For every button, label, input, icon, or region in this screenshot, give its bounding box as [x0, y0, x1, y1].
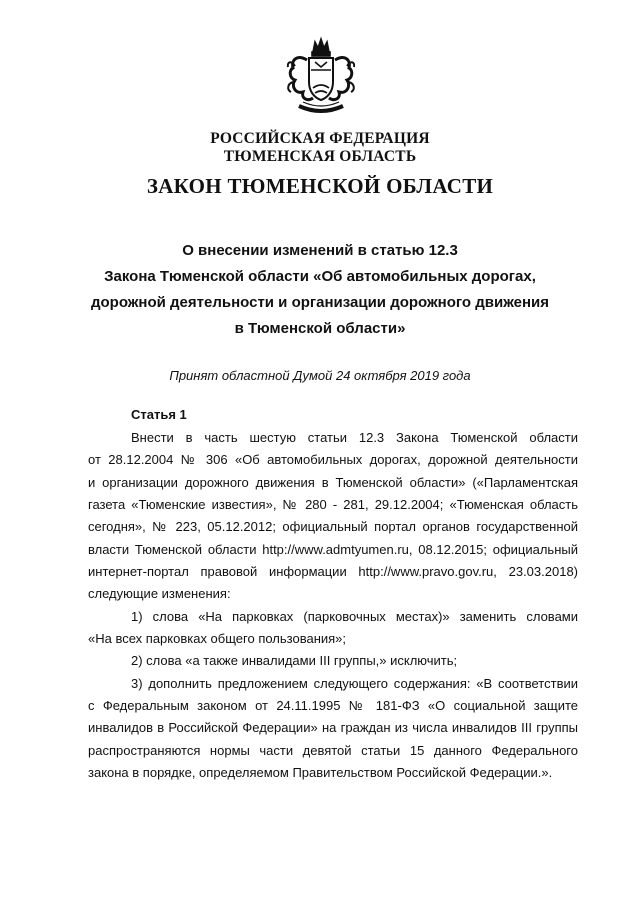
body-line: интернет-портал правовой информации http://www.pravo.gov.ru, 23.03.2018) — [88, 564, 578, 579]
body-line: власти Тюменской области http://www.admtyumen.ru, 08.12.2015; официальный — [88, 542, 578, 557]
list-item-continuation: закона в порядке, определяемом Правительством Российской Федерации.». — [88, 765, 553, 780]
law-title-line: Закона Тюменской области «Об автомобильных дорогах, — [104, 268, 536, 285]
body-line: сегодня», № 223, 05.12.2012; официальный портал органов государственной — [88, 519, 578, 534]
adoption-note: Принят областной Думой 24 октября 2019 года — [169, 368, 471, 383]
list-item: 1) слова «На парковках (парковочных местах)» заменить словами — [131, 609, 578, 624]
law-title — [0, 238, 640, 342]
list-item-continuation: инвалидов в Российской Федерации» на граждан из числа инвалидов III группы — [88, 720, 578, 735]
list-item: 2) слова «а также инвалидами III группы,» исключить; — [131, 653, 458, 668]
law-title-line: в Тюменской области» — [234, 320, 406, 337]
body-line: газета «Тюменские известия», № 280 - 281, 29.12.2004; «Тюменская область — [88, 497, 578, 512]
body-line: от 28.12.2004 № 306 «Об автомобильных дорогах, дорожной деятельности — [88, 452, 578, 467]
list-item-continuation: «На всех парковках общего пользования»; — [88, 631, 347, 646]
body-line: следующие изменения: — [88, 586, 231, 601]
coat-of-arms-icon — [285, 36, 357, 126]
article-heading: Статья 1 — [131, 407, 187, 422]
list-item-continuation: с Федеральным законом от 24.11.1995 № 181-ФЗ «О социальной защите — [88, 698, 578, 713]
country-heading: РОССИЙСКАЯ ФЕДЕРАЦИЯ — [210, 130, 430, 147]
law-title-line: дорожной деятельности и организации дорожного движения — [90, 294, 550, 311]
body-line: Внести в часть шестую статьи 12.3 Закона Тюменской области — [131, 430, 578, 445]
law-title-line: О внесении изменений в статью 12.3 — [182, 242, 458, 259]
list-item-continuation: распространяются нормы части девятой статьи 15 данного Федерального — [88, 743, 578, 758]
region-heading: ТЮМЕНСКАЯ ОБЛАСТЬ — [223, 148, 417, 165]
law-heading: ЗАКОН ТЮМЕНСКОЙ ОБЛАСТИ — [146, 174, 494, 198]
list-item: 3) дополнить предложением следующего содержания: «В соответствии — [131, 676, 578, 691]
body-line: и организации дорожного движения в Тюменской области» («Парламентская — [88, 475, 578, 490]
